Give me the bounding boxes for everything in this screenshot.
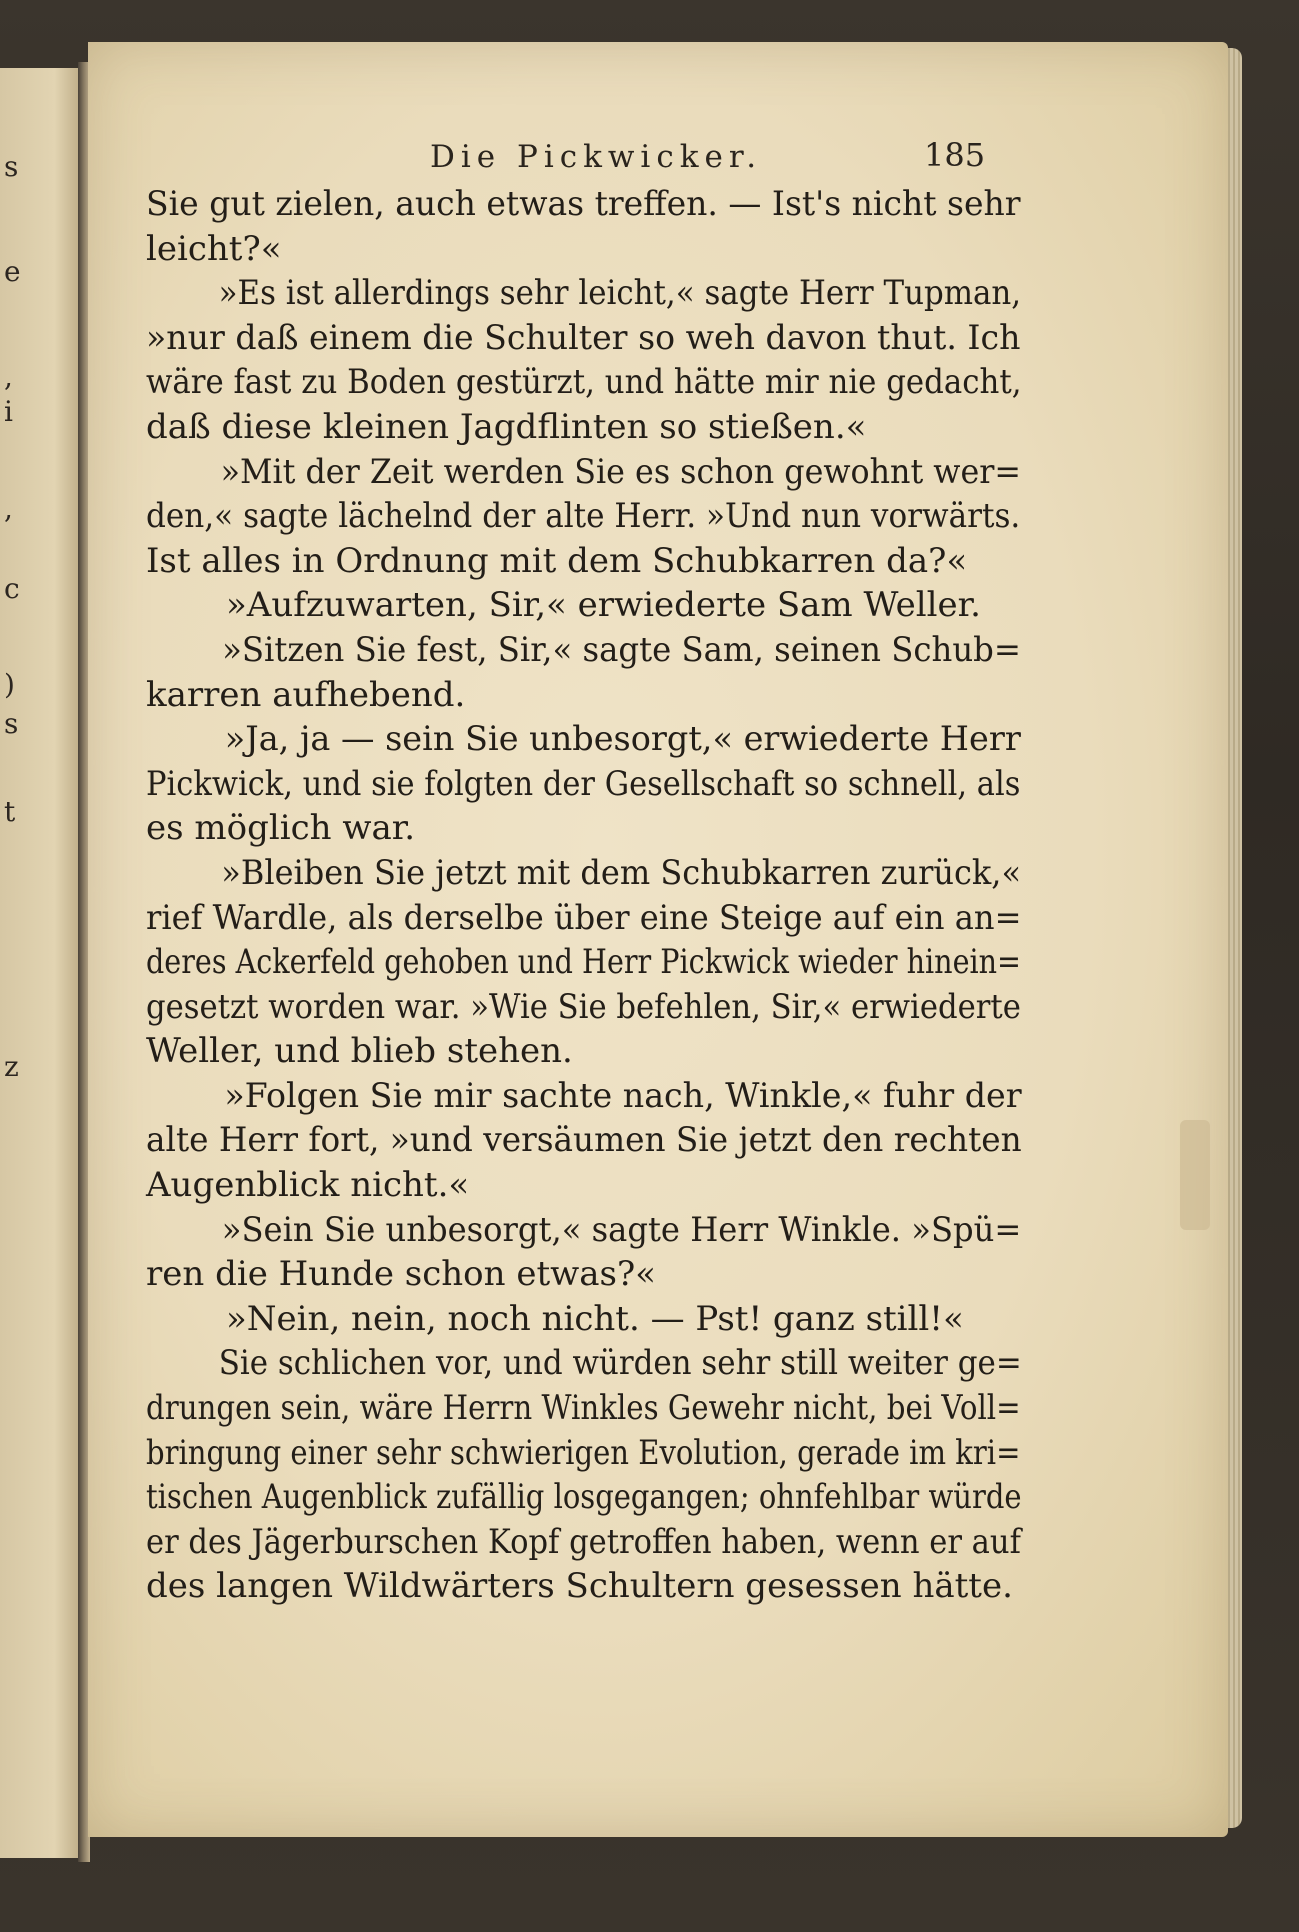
text-line: Pickwick, und sie folgten der Gesellschaft so schnell, als [146, 763, 1021, 804]
text-line: »Bleiben Sie jetzt mit dem Schubkarren zurück,« [221, 852, 1022, 893]
text-line: »Sein Sie unbesorgt,« sagte Herr Winkle. »Spü= [221, 1209, 1022, 1250]
left-page-fragment: i [4, 395, 13, 428]
text-line: wäre fast zu Boden gestürzt, und hätte mir nie gedacht, [146, 362, 1022, 403]
text-line: rief Wardle, als derselbe über eine Steige auf ein an= [146, 897, 1022, 938]
text-line: tischen Augenblick zufällig losgegangen; ohnfehlbar würde [146, 1477, 1022, 1518]
text-line: »Aufzuwarten, Sir,« erwiederte Sam Weller. [226, 585, 981, 626]
text-line: gesetzt worden war. »Wie Sie befehlen, Sir,« erwiederte [146, 986, 1021, 1027]
text-line: »Ja, ja — sein Sie unbesorgt,« erwiederte Herr [224, 719, 1021, 760]
text-line: daß diese kleinen Jagdflinten so stießen.« [146, 406, 867, 447]
text-line: deres Ackerfeld gehoben und Herr Pickwick wieder hinein= [146, 942, 1022, 983]
page-number: 185 [924, 136, 986, 174]
text-line: des langen Wildwärters Schultern gesessen hätte. [146, 1566, 1013, 1607]
left-page-fragment: s [4, 707, 19, 740]
left-page-fragment: c [4, 572, 20, 605]
left-page-fragment: , [4, 360, 13, 393]
text-line: er des Jägerburschen Kopf getroffen haben, wenn er auf [146, 1521, 1021, 1562]
text-line: »Es ist allerdings sehr leicht,« sagte Herr Tupman, [218, 273, 1022, 314]
text-line: »Sitzen Sie fest, Sir,« sagte Sam, seinen Schub= [222, 629, 1021, 670]
running-head: Die Pickwicker. [430, 139, 763, 175]
text-line: »Mit der Zeit werden Sie es schon gewohnt wer= [220, 451, 1021, 492]
text-line: »nur daß einem die Schulter so weh davon thut. Ich [146, 317, 1021, 358]
left-page-fragment: z [4, 1050, 19, 1083]
text-line: Sie gut zielen, auch etwas treffen. — Ist's nicht sehr [146, 184, 1021, 224]
left-page-fragment: t [4, 795, 16, 828]
text-line: »Nein, nein, noch nicht. — Pst! ganz still!« [226, 1298, 964, 1339]
left-page-fragment: s [4, 150, 19, 183]
text-line: den,« sagte lächelnd der alte Herr. »Und nun vorwärts. [146, 496, 1021, 537]
text-line: alte Herr fort, »und versäumen Sie jetzt den rechten [146, 1120, 1022, 1161]
text-line: Augenblick nicht.« [146, 1165, 470, 1206]
text-line: drungen sein, wäre Herrn Winkles Gewehr nicht, bei Voll= [146, 1388, 1021, 1429]
left-page-fragment: ) [4, 668, 15, 701]
text-line: Ist alles in Ordnung mit dem Schubkarren da?« [146, 540, 968, 581]
text-line: leicht?« [146, 228, 282, 269]
text-line: Sie schlichen vor, und würden sehr still weiter ge= [218, 1343, 1022, 1384]
paper-stain [1180, 1120, 1210, 1230]
text-line: karren aufhebend. [146, 674, 466, 715]
left-page-edge [0, 68, 81, 1858]
left-page-fragment: , [4, 492, 13, 525]
body-text [146, 182, 1021, 1609]
text-line: es möglich war. [146, 808, 416, 849]
text-line: Weller, und blieb stehen. [146, 1031, 573, 1072]
left-page-fragment: e [4, 255, 21, 288]
text-line: ren die Hunde schon etwas?« [146, 1254, 656, 1295]
text-line: bringung einer sehr schwierigen Evolution, gerade im kri= [146, 1432, 1021, 1473]
text-line: »Folgen Sie mir sachte nach, Winkle,« fuhr der [224, 1075, 1022, 1116]
